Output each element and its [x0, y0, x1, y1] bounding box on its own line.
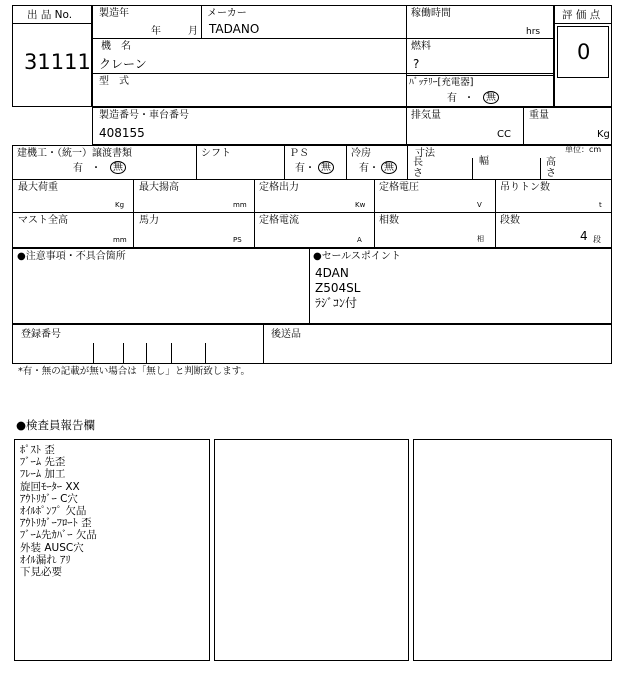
mfg-year-unit-year: 年 — [151, 26, 161, 37]
stages-value: 4 — [580, 229, 588, 243]
model-name-value: クレーン — [99, 57, 147, 71]
battery-label: ﾊﾞｯﾃﾘｰ[充電器] — [409, 77, 474, 88]
weight-unit: Kg — [597, 129, 610, 140]
maker-label: メーカー — [207, 8, 247, 19]
cooling-yes: 有・ — [359, 163, 379, 174]
report-line: ﾌﾞｰﾑ 先歪 — [20, 456, 66, 469]
weight-label: 重量 — [529, 110, 549, 121]
cert-docs-yes: 有 — [73, 163, 83, 174]
inspector-report-box-3 — [413, 439, 612, 661]
rated-output-label: 定格出力 — [259, 182, 299, 193]
report-line: ｵｲﾙ漏れ ｱﾘ — [20, 553, 71, 566]
lot-number-value: 31111 — [24, 50, 91, 74]
cert-docs-label: 建機工・（統一）譲渡書類 — [17, 148, 132, 159]
dimensions-unit: 単位：cm — [565, 145, 602, 154]
mast-height-label: マスト全高 — [18, 215, 68, 226]
fuel-value: ? — [413, 57, 420, 71]
max-load-label: 最大荷重 — [18, 182, 58, 193]
cooling-label: 冷房 — [351, 148, 371, 159]
serial-row — [92, 107, 612, 145]
selling-point-line-1: 4DAN — [315, 266, 349, 280]
horsepower-label: 馬力 — [139, 215, 159, 226]
displacement-unit: CC — [497, 129, 511, 140]
rating-value: 0 — [577, 40, 591, 64]
max-lift-label: 最大揚高 — [139, 182, 179, 193]
mfg-year-label: 製造年 — [99, 8, 129, 19]
stages-unit: 段 — [593, 235, 601, 244]
rated-current-label: 定格電流 — [259, 215, 299, 226]
notes-box — [12, 248, 612, 324]
max-lift-unit: mm — [233, 201, 247, 209]
report-line: 下見必要 — [20, 566, 62, 579]
battery-yes: 有 — [447, 93, 457, 104]
inspector-report-lines — [20, 444, 97, 578]
shift-label: シフト — [201, 148, 231, 159]
inspector-report-box-1 — [14, 439, 210, 661]
length-label: 長 さ — [413, 157, 423, 179]
battery-no-circled: 無 — [483, 91, 499, 104]
dimensions-label: 寸法 — [415, 148, 435, 159]
model-name-label: 機 名 — [101, 41, 131, 52]
report-line: ﾌﾞｰﾑ先ｶﾊﾞｰ 欠品 — [20, 529, 97, 542]
displacement-label: 排気量 — [411, 110, 441, 121]
battery-dot: ・ — [464, 93, 474, 104]
serial-label: 製造番号・車台番号 — [99, 110, 189, 121]
footnote: *有・無の記載が無い場合は「無し」と判断致します。 — [18, 366, 250, 377]
max-load-unit: Kg — [115, 201, 125, 209]
selling-points-label: ●セールスポイント — [313, 251, 401, 262]
selling-point-line-3: ﾗｼﾞｺﾝ付 — [315, 296, 358, 310]
inspector-report-title: ●検査員報告欄 — [16, 418, 96, 432]
phase-label: 相数 — [379, 215, 399, 226]
lot-number-box — [12, 5, 92, 107]
width-label: 幅 — [479, 156, 489, 167]
report-line: 外装 AUSC穴 — [20, 541, 84, 554]
type-label: 型 式 — [99, 76, 129, 87]
hours-label: 稼働時間 — [411, 8, 451, 19]
height-label: 高 さ — [546, 157, 556, 179]
hours-unit: hrs — [526, 27, 541, 37]
rated-voltage-label: 定格電圧 — [379, 182, 419, 193]
ps-yes: 有・ — [295, 163, 315, 174]
spec-grid — [12, 145, 612, 248]
fuel-label: 燃料 — [411, 41, 431, 52]
report-line: ｱｳﾄﾘｶﾞｰ C穴 — [20, 492, 78, 505]
tonnage-label: 吊りトン数 — [500, 182, 550, 193]
tonnage-unit: t — [599, 201, 602, 209]
ps-label: ＰＳ — [289, 148, 309, 159]
report-line: ｱｳﾄﾘｶﾞｰﾌﾛｰﾄ 歪 — [20, 517, 92, 530]
report-line: ﾌﾚｰﾑ 加工 — [20, 468, 66, 481]
rated-current-unit: A — [357, 236, 362, 244]
mfg-year-unit-month: 月 — [188, 26, 198, 37]
report-line: 旋回ﾓｰﾀｰ XX — [20, 480, 80, 493]
report-line: ﾎﾟｽﾄ 歪 — [20, 444, 55, 456]
inspector-report-box-2 — [214, 439, 409, 661]
rating-value-box — [557, 26, 609, 78]
serial-value: 408155 — [99, 126, 145, 140]
ps-no-circled: 無 — [318, 161, 334, 174]
registration-box — [12, 324, 612, 364]
rating-label: 評 価 点 — [562, 9, 601, 21]
defects-label: ●注意事項・不具合箇所 — [17, 251, 126, 262]
phase-unit: 相 — [477, 235, 484, 243]
rated-voltage-unit: V — [477, 201, 482, 209]
registration-number-label: 登録番号 — [21, 329, 61, 340]
lot-number-label: 出 品 No. — [27, 9, 73, 21]
mast-height-unit: mm — [113, 236, 127, 244]
maker-value: TADANO — [209, 22, 260, 36]
report-line: ｵｲﾙﾎﾟﾝﾌﾟ 欠品 — [20, 505, 87, 518]
stages-label: 段数 — [500, 215, 520, 226]
shipping-items-label: 後送品 — [271, 329, 301, 340]
cert-docs-no-circled: 無 — [110, 161, 126, 174]
selling-point-line-2: Z504SL — [315, 281, 361, 295]
horsepower-unit: PS — [233, 236, 242, 244]
cooling-no-circled: 無 — [381, 161, 397, 174]
rated-output-unit: Kw — [355, 201, 366, 209]
main-spec-box — [92, 5, 554, 107]
cert-docs-dot: ・ — [91, 163, 101, 174]
